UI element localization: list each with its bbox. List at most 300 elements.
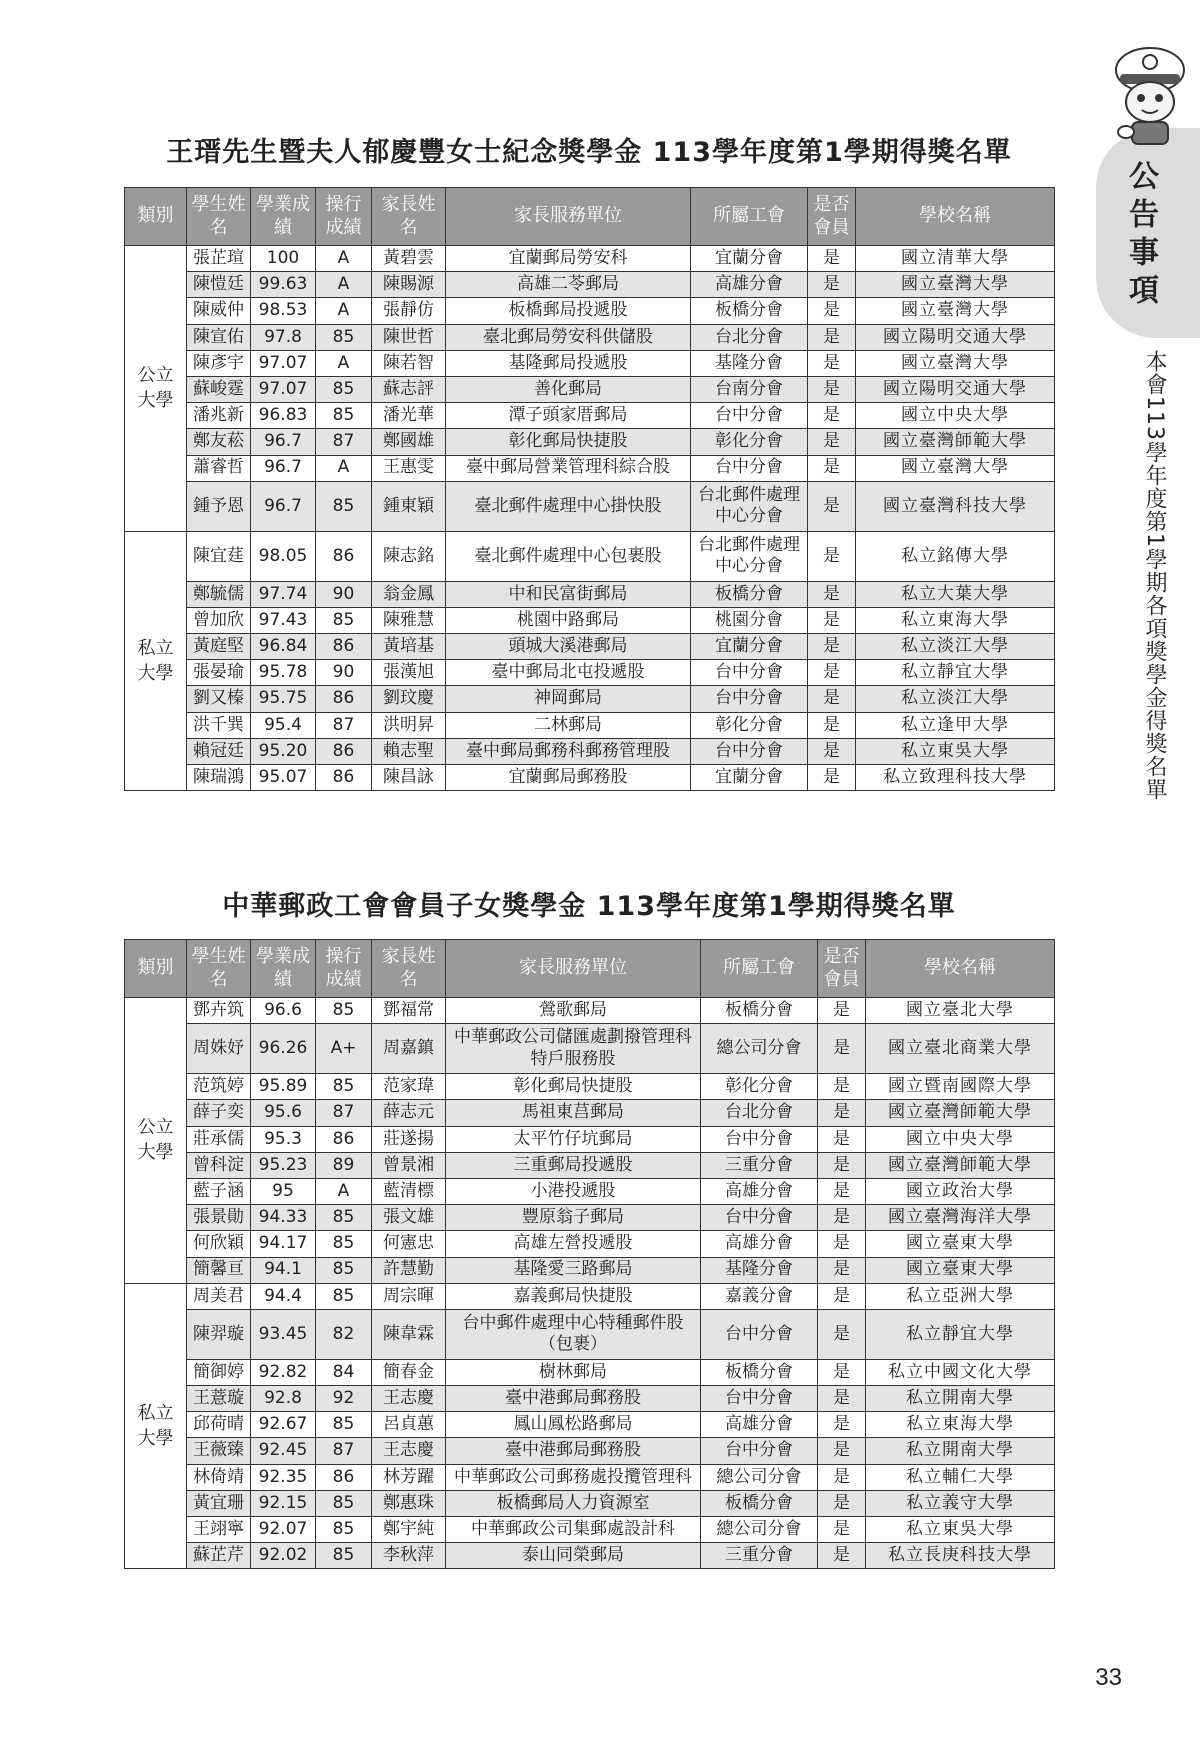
conduct-cell: 86 [316, 634, 372, 660]
header-grade: 學業成績 [251, 188, 316, 246]
union-cell: 台中分會 [701, 1126, 818, 1152]
header-member: 是否會員 [808, 188, 856, 246]
school-cell: 私立開南大學 [866, 1438, 1055, 1464]
school-cell: 私立開南大學 [866, 1386, 1055, 1412]
union-cell: 高雄分會 [691, 272, 808, 298]
union-cell: 板橋分會 [701, 1359, 818, 1385]
union-cell: 台北郵件處理中心分會 [691, 531, 808, 581]
student-name-cell: 曾加欣 [187, 607, 251, 633]
conduct-cell: 85 [316, 1543, 372, 1569]
parent-name-cell: 莊遂揚 [372, 1126, 446, 1152]
parent-unit-cell: 臺北郵件處理中心包裹股 [446, 531, 691, 581]
union-cell: 彰化分會 [691, 712, 808, 738]
parent-name-cell: 李秋萍 [372, 1543, 446, 1569]
section1-title: 王瑨先生暨夫人郁慶豐女士紀念獎學金 113學年度第1學期得獎名單 [166, 137, 1012, 168]
header-conduct: 操行成績 [316, 188, 372, 246]
conduct-cell: 90 [316, 581, 372, 607]
union-cell: 宜蘭分會 [691, 246, 808, 272]
parent-unit-cell: 鳳山鳳松路郵局 [446, 1412, 701, 1438]
grade-cell: 94.4 [251, 1283, 316, 1309]
parent-name-cell: 許慧勤 [372, 1257, 446, 1283]
parent-name-cell: 鄧福常 [372, 998, 446, 1024]
parent-unit-cell: 宜蘭郵局勞安科 [446, 246, 691, 272]
table-row [125, 1543, 1055, 1569]
student-name-cell: 陳彥宇 [187, 350, 251, 376]
grade-cell: 92.07 [251, 1517, 316, 1543]
parent-name-cell: 蘇志評 [372, 376, 446, 402]
conduct-cell: 85 [316, 1283, 372, 1309]
parent-unit-cell: 臺北郵件處理中心掛快股 [446, 481, 691, 531]
header-union: 所屬工會 [691, 188, 808, 246]
parent-unit-cell: 臺中港郵局郵務股 [446, 1386, 701, 1412]
conduct-cell: 85 [316, 481, 372, 531]
member-cell: 是 [808, 634, 856, 660]
parent-unit-cell: 彰化郵局快捷股 [446, 1074, 701, 1100]
scholarship-table-1 [124, 187, 1055, 791]
conduct-cell: 85 [316, 1257, 372, 1283]
member-cell: 是 [818, 1386, 866, 1412]
student-name-cell: 張景勛 [187, 1205, 251, 1231]
grade-cell: 92.35 [251, 1464, 316, 1490]
parent-unit-cell: 中華郵政公司儲匯處劃撥管理科特戶服務股 [446, 1024, 701, 1074]
school-cell: 國立臺灣科技大學 [856, 481, 1055, 531]
school-cell: 國立臺灣大學 [856, 298, 1055, 324]
parent-name-cell: 陳賜源 [372, 272, 446, 298]
grade-cell: 96.6 [251, 998, 316, 1024]
grade-cell: 95.89 [251, 1074, 316, 1100]
table-row [125, 1283, 1055, 1309]
conduct-cell: 85 [316, 1205, 372, 1231]
school-cell: 私立長庚科技大學 [866, 1543, 1055, 1569]
student-name-cell: 曾科淀 [187, 1152, 251, 1178]
union-cell: 總公司分會 [701, 1024, 818, 1074]
table-row [125, 272, 1055, 298]
student-name-cell: 洪千巽 [187, 712, 251, 738]
school-cell: 國立臺灣師範大學 [856, 429, 1055, 455]
table-row [125, 298, 1055, 324]
table-row [125, 634, 1055, 660]
student-name-cell: 林倚靖 [187, 1464, 251, 1490]
parent-unit-cell: 板橋郵局投遞股 [446, 298, 691, 324]
school-cell: 國立臺灣大學 [856, 272, 1055, 298]
conduct-cell: 85 [316, 607, 372, 633]
school-cell: 國立臺灣師範大學 [866, 1100, 1055, 1126]
conduct-cell: 85 [316, 1412, 372, 1438]
category-cell: 公立大學 [125, 246, 187, 532]
school-cell: 國立臺東大學 [866, 1231, 1055, 1257]
grade-cell: 95.78 [251, 660, 316, 686]
parent-name-cell: 陳雅慧 [372, 607, 446, 633]
school-cell: 國立臺灣海洋大學 [866, 1205, 1055, 1231]
header-parent-unit: 家長服務單位 [446, 188, 691, 246]
union-cell: 高雄分會 [701, 1231, 818, 1257]
school-cell: 國立臺北商業大學 [866, 1024, 1055, 1074]
table-row [125, 1024, 1055, 1074]
school-cell: 國立陽明交通大學 [856, 376, 1055, 402]
header-category: 類別 [125, 188, 187, 246]
page-number: 33 [1095, 1664, 1122, 1691]
union-cell: 台中分會 [701, 1205, 818, 1231]
student-name-cell: 鄧卉筑 [187, 998, 251, 1024]
parent-name-cell: 陳韋霖 [372, 1309, 446, 1359]
school-cell: 私立銘傳大學 [856, 531, 1055, 581]
conduct-cell: 84 [316, 1359, 372, 1385]
union-cell: 台中分會 [701, 1386, 818, 1412]
member-cell: 是 [818, 1178, 866, 1204]
header-grade: 學業成績 [251, 940, 316, 998]
grade-cell: 97.74 [251, 581, 316, 607]
header-student-name: 學生姓名 [187, 188, 251, 246]
union-cell: 高雄分會 [701, 1178, 818, 1204]
table-row [125, 324, 1055, 350]
conduct-cell: A [316, 298, 372, 324]
section2-title: 中華郵政工會會員子女獎學金 113學年度第1學期得獎名單 [222, 891, 956, 922]
parent-unit-cell: 豐原翁子郵局 [446, 1205, 701, 1231]
parent-unit-cell: 桃園中路郵局 [446, 607, 691, 633]
member-cell: 是 [808, 272, 856, 298]
grade-cell: 95.07 [251, 765, 316, 791]
parent-unit-cell: 三重郵局投遞股 [446, 1152, 701, 1178]
student-name-cell: 鍾予恩 [187, 481, 251, 531]
table-row [125, 1152, 1055, 1178]
grade-cell: 95.4 [251, 712, 316, 738]
school-cell: 私立東吳大學 [866, 1517, 1055, 1543]
school-cell: 私立東吳大學 [856, 738, 1055, 764]
union-cell: 台中分會 [691, 403, 808, 429]
parent-unit-cell: 神岡郵局 [446, 686, 691, 712]
conduct-cell: A+ [316, 1024, 372, 1074]
conduct-cell: 85 [316, 1490, 372, 1516]
header-conduct: 操行成績 [316, 940, 372, 998]
conduct-cell: A [316, 1178, 372, 1204]
student-name-cell: 簡馨亘 [187, 1257, 251, 1283]
student-name-cell: 蘇峻霆 [187, 376, 251, 402]
student-name-cell: 潘兆新 [187, 403, 251, 429]
grade-cell: 95.23 [251, 1152, 316, 1178]
conduct-cell: 86 [316, 1126, 372, 1152]
conduct-cell: 90 [316, 660, 372, 686]
parent-unit-cell: 板橋郵局人力資源室 [446, 1490, 701, 1516]
parent-name-cell: 王志慶 [372, 1386, 446, 1412]
student-name-cell: 劉又榛 [187, 686, 251, 712]
union-cell: 三重分會 [701, 1543, 818, 1569]
parent-name-cell: 鄭宇純 [372, 1517, 446, 1543]
member-cell: 是 [818, 1152, 866, 1178]
table-row [125, 998, 1055, 1024]
table-row [125, 403, 1055, 429]
table-row [125, 350, 1055, 376]
table-row [125, 1257, 1055, 1283]
sidebar [1096, 0, 1200, 1755]
student-name-cell: 黃庭堅 [187, 634, 251, 660]
student-name-cell: 陳羿璇 [187, 1309, 251, 1359]
member-cell: 是 [808, 376, 856, 402]
union-cell: 三重分會 [701, 1152, 818, 1178]
parent-name-cell: 范家瑋 [372, 1074, 446, 1100]
union-cell: 彰化分會 [701, 1074, 818, 1100]
table-row [125, 1126, 1055, 1152]
school-cell: 國立臺灣大學 [856, 455, 1055, 481]
member-cell: 是 [808, 403, 856, 429]
grade-cell: 97.07 [251, 376, 316, 402]
student-name-cell: 周姝妤 [187, 1024, 251, 1074]
parent-name-cell: 曾景湘 [372, 1152, 446, 1178]
school-cell: 私立義守大學 [866, 1490, 1055, 1516]
header-union: 所屬工會 [701, 940, 818, 998]
header-parent-name: 家長姓名 [372, 940, 446, 998]
table-row [125, 765, 1055, 791]
conduct-cell: 85 [316, 998, 372, 1024]
grade-cell: 92.15 [251, 1490, 316, 1516]
member-cell: 是 [818, 1438, 866, 1464]
union-cell: 宜蘭分會 [691, 765, 808, 791]
conduct-cell: 85 [316, 1074, 372, 1100]
parent-unit-cell: 鶯歌郵局 [446, 998, 701, 1024]
student-name-cell: 莊承儒 [187, 1126, 251, 1152]
student-name-cell: 張晏瑜 [187, 660, 251, 686]
parent-name-cell: 陳世哲 [372, 324, 446, 350]
member-cell: 是 [818, 1257, 866, 1283]
school-cell: 私立靜宜大學 [856, 660, 1055, 686]
student-name-cell: 范筑婷 [187, 1074, 251, 1100]
grade-cell: 95.3 [251, 1126, 316, 1152]
grade-cell: 94.1 [251, 1257, 316, 1283]
student-name-cell: 陳威仲 [187, 298, 251, 324]
parent-unit-cell: 小港投遞股 [446, 1178, 701, 1204]
grade-cell: 95.75 [251, 686, 316, 712]
student-name-cell: 陳瑞鴻 [187, 765, 251, 791]
conduct-cell: 85 [316, 403, 372, 429]
parent-name-cell: 洪明昇 [372, 712, 446, 738]
sidebar-subtitle: 本會113學年度第1學期各項獎學金得獎名單 [1142, 350, 1167, 801]
member-cell: 是 [818, 1490, 866, 1516]
table-body [125, 246, 1055, 791]
parent-unit-cell: 臺北郵局勞安科供儲股 [446, 324, 691, 350]
union-cell: 宜蘭分會 [691, 634, 808, 660]
union-cell: 桃園分會 [691, 607, 808, 633]
table-row [125, 1438, 1055, 1464]
school-cell: 私立淡江大學 [856, 634, 1055, 660]
member-cell: 是 [808, 660, 856, 686]
school-cell: 國立臺北大學 [866, 998, 1055, 1024]
grade-cell: 96.84 [251, 634, 316, 660]
table-body [125, 998, 1055, 1569]
table-row [125, 1074, 1055, 1100]
table-header-row [125, 188, 1055, 246]
parent-name-cell: 何憲忠 [372, 1231, 446, 1257]
parent-unit-cell: 基隆愛三路郵局 [446, 1257, 701, 1283]
conduct-cell: 86 [316, 686, 372, 712]
header-member: 是否會員 [818, 940, 866, 998]
union-cell: 彰化分會 [691, 429, 808, 455]
parent-unit-cell: 二林郵局 [446, 712, 691, 738]
table-row [125, 1386, 1055, 1412]
member-cell: 是 [808, 246, 856, 272]
parent-unit-cell: 高雄二苓郵局 [446, 272, 691, 298]
union-cell: 台中分會 [701, 1438, 818, 1464]
union-cell: 台中分會 [691, 738, 808, 764]
parent-unit-cell: 臺中郵局郵務科郵務管理股 [446, 738, 691, 764]
parent-name-cell: 王志慶 [372, 1438, 446, 1464]
school-cell: 國立政治大學 [866, 1178, 1055, 1204]
conduct-cell: 87 [316, 429, 372, 455]
grade-cell: 92.82 [251, 1359, 316, 1385]
scholarship-table-2 [124, 939, 1055, 1569]
parent-name-cell: 林芳躍 [372, 1464, 446, 1490]
parent-name-cell: 張文雄 [372, 1205, 446, 1231]
school-cell: 國立臺灣大學 [856, 350, 1055, 376]
table-row [125, 712, 1055, 738]
school-cell: 私立亞洲大學 [866, 1283, 1055, 1309]
parent-name-cell: 鄭惠珠 [372, 1490, 446, 1516]
student-name-cell: 薛子奕 [187, 1100, 251, 1126]
header-parent-unit: 家長服務單位 [446, 940, 701, 998]
member-cell: 是 [818, 1309, 866, 1359]
table-row [125, 581, 1055, 607]
header-school: 學校名稱 [866, 940, 1055, 998]
school-cell: 國立暨南國際大學 [866, 1074, 1055, 1100]
parent-name-cell: 呂貞蕙 [372, 1412, 446, 1438]
conduct-cell: 86 [316, 765, 372, 791]
parent-unit-cell: 臺中郵局營業管理科綜合股 [446, 455, 691, 481]
grade-cell: 92.8 [251, 1386, 316, 1412]
union-cell: 台中分會 [701, 1309, 818, 1359]
union-cell: 台北郵件處理中心分會 [691, 481, 808, 531]
school-cell: 國立中央大學 [866, 1126, 1055, 1152]
member-cell: 是 [818, 1283, 866, 1309]
school-cell: 私立大葉大學 [856, 581, 1055, 607]
member-cell: 是 [818, 1412, 866, 1438]
school-cell: 國立臺灣師範大學 [866, 1152, 1055, 1178]
member-cell: 是 [818, 1464, 866, 1490]
grade-cell: 95.6 [251, 1100, 316, 1126]
member-cell: 是 [818, 998, 866, 1024]
student-name-cell: 周美君 [187, 1283, 251, 1309]
member-cell: 是 [818, 1543, 866, 1569]
student-name-cell: 簡御婷 [187, 1359, 251, 1385]
parent-unit-cell: 中華郵政公司郵務處投攬管理科 [446, 1464, 701, 1490]
parent-unit-cell: 潭子頭家厝郵局 [446, 403, 691, 429]
grade-cell: 92.45 [251, 1438, 316, 1464]
member-cell: 是 [808, 738, 856, 764]
table-row [125, 1100, 1055, 1126]
table-row [125, 660, 1055, 686]
union-cell: 基隆分會 [701, 1257, 818, 1283]
school-cell: 私立東海大學 [856, 607, 1055, 633]
union-cell: 板橋分會 [691, 298, 808, 324]
conduct-cell: 87 [316, 1438, 372, 1464]
conduct-cell: A [316, 350, 372, 376]
grade-cell: 97.43 [251, 607, 316, 633]
table-row [125, 246, 1055, 272]
parent-unit-cell: 中華郵政公司集郵處設計科 [446, 1517, 701, 1543]
conduct-cell: A [316, 455, 372, 481]
parent-name-cell: 潘光華 [372, 403, 446, 429]
category-cell: 私立大學 [125, 531, 187, 791]
parent-unit-cell: 善化郵局 [446, 376, 691, 402]
table-row [125, 481, 1055, 531]
conduct-cell: 86 [316, 738, 372, 764]
member-cell: 是 [808, 765, 856, 791]
member-cell: 是 [818, 1024, 866, 1074]
student-name-cell: 藍子涵 [187, 1178, 251, 1204]
grade-cell: 97.07 [251, 350, 316, 376]
parent-name-cell: 陳昌詠 [372, 765, 446, 791]
parent-unit-cell: 臺中港郵局郵務股 [446, 1438, 701, 1464]
school-cell: 私立淡江大學 [856, 686, 1055, 712]
member-cell: 是 [818, 1100, 866, 1126]
parent-name-cell: 薛志元 [372, 1100, 446, 1126]
union-cell: 台南分會 [691, 376, 808, 402]
category-cell: 公立大學 [125, 998, 187, 1284]
grade-cell: 98.53 [251, 298, 316, 324]
union-cell: 台北分會 [691, 324, 808, 350]
student-name-cell: 張芷瑄 [187, 246, 251, 272]
student-name-cell: 黃宜珊 [187, 1490, 251, 1516]
school-cell: 國立中央大學 [856, 403, 1055, 429]
school-cell: 國立臺東大學 [866, 1257, 1055, 1283]
grade-cell: 92.02 [251, 1543, 316, 1569]
parent-name-cell: 簡春金 [372, 1359, 446, 1385]
member-cell: 是 [818, 1231, 866, 1257]
conduct-cell: 92 [316, 1386, 372, 1412]
parent-name-cell: 翁金鳳 [372, 581, 446, 607]
conduct-cell: A [316, 246, 372, 272]
table-row [125, 376, 1055, 402]
table-row [125, 1178, 1055, 1204]
parent-unit-cell: 台中郵件處理中心特種郵件股（包裹） [446, 1309, 701, 1359]
parent-unit-cell: 嘉義郵局快捷股 [446, 1283, 701, 1309]
table-row [125, 1359, 1055, 1385]
member-cell: 是 [808, 481, 856, 531]
school-cell: 私立致理科技大學 [856, 765, 1055, 791]
member-cell: 是 [818, 1126, 866, 1152]
conduct-cell: 82 [316, 1309, 372, 1359]
student-name-cell: 鄭毓儒 [187, 581, 251, 607]
grade-cell: 96.7 [251, 455, 316, 481]
parent-unit-cell: 樹林郵局 [446, 1359, 701, 1385]
parent-name-cell: 陳若智 [372, 350, 446, 376]
conduct-cell: 89 [316, 1152, 372, 1178]
grade-cell: 94.17 [251, 1231, 316, 1257]
table-row [125, 1231, 1055, 1257]
parent-name-cell: 王惠雯 [372, 455, 446, 481]
union-cell: 總公司分會 [701, 1464, 818, 1490]
grade-cell: 99.63 [251, 272, 316, 298]
school-cell: 私立輔仁大學 [866, 1464, 1055, 1490]
student-name-cell: 何欣穎 [187, 1231, 251, 1257]
student-name-cell: 陳宜莛 [187, 531, 251, 581]
table-row [125, 531, 1055, 581]
grade-cell: 96.83 [251, 403, 316, 429]
category-cell: 私立大學 [125, 1283, 187, 1569]
grade-cell: 98.05 [251, 531, 316, 581]
parent-name-cell: 賴志聖 [372, 738, 446, 764]
grade-cell: 96.7 [251, 481, 316, 531]
grade-cell: 95 [251, 1178, 316, 1204]
parent-unit-cell: 頭城大溪港郵局 [446, 634, 691, 660]
member-cell: 是 [818, 1205, 866, 1231]
union-cell: 高雄分會 [701, 1412, 818, 1438]
school-cell: 私立中國文化大學 [866, 1359, 1055, 1385]
union-cell: 板橋分會 [701, 998, 818, 1024]
parent-name-cell: 周嘉鎮 [372, 1024, 446, 1074]
member-cell: 是 [808, 298, 856, 324]
student-name-cell: 邱荷晴 [187, 1412, 251, 1438]
table-row [125, 607, 1055, 633]
union-cell: 台中分會 [691, 686, 808, 712]
table-row [125, 429, 1055, 455]
